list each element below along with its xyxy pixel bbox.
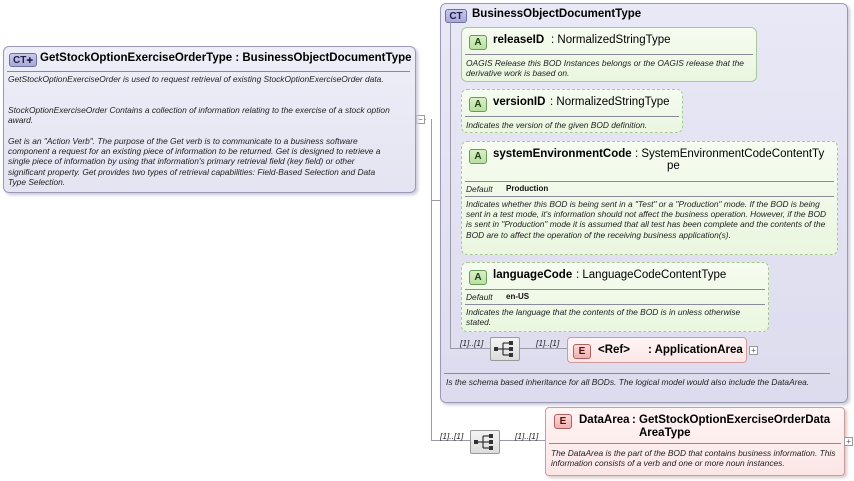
main-complex-type <box>3 46 416 193</box>
attribute-versionID <box>461 89 683 133</box>
attribute-releaseID <box>461 27 757 82</box>
collapse-icon[interactable]: − <box>416 115 425 124</box>
attribute-type: : NormalizedStringType <box>551 34 671 46</box>
attribute-type: : NormalizedStringType <box>550 96 670 108</box>
default-label: Default <box>466 292 493 302</box>
attribute-icon: A <box>469 97 487 112</box>
expand-icon[interactable]: + <box>749 346 758 355</box>
attribute-icon: A <box>469 270 487 285</box>
connector-trunk <box>431 119 432 440</box>
attribute-doc: Indicates the version of the given BOD definition. <box>466 120 648 130</box>
attribute-type: : LanguageCodeContentType <box>576 269 727 281</box>
attribute-name: systemEnvironmentCode <box>493 148 632 160</box>
base-complex-type <box>440 3 848 403</box>
default-value: Production <box>506 184 549 193</box>
attribute-systemEnvironmentCode <box>461 141 838 255</box>
main-type-title: GetStockOptionExerciseOrderType : BusinessObjectDocumentType <box>40 52 412 64</box>
attribute-icon: A <box>469 149 487 164</box>
element-type-line2: AreaType <box>639 427 691 439</box>
complex-type-icon: CT <box>445 9 467 23</box>
element-data-area[interactable] <box>545 407 845 476</box>
attribute-languageCode <box>461 262 769 332</box>
multiplicity: [1]..[1] <box>515 431 539 441</box>
connector-to-base <box>431 200 440 201</box>
element-type-line1: : GetStockOptionExerciseOrderData <box>632 414 831 426</box>
attribute-icon: A <box>469 35 487 50</box>
element-type: : ApplicationArea <box>648 344 743 356</box>
element-doc: The DataArea is the part of the BOD that contains business information. This information consists of a verb and one or more noun instances. <box>551 448 836 469</box>
attribute-name: versionID <box>493 96 546 108</box>
attribute-type-line1: : SystemEnvironmentCodeContentTy <box>635 148 825 160</box>
attribute-doc: OAGIS Release this BOD Instances belongs or the OAGIS release that the derivative work is based on. <box>466 58 744 79</box>
main-type-doc-2: StockOptionExerciseOrder Contains a collection of information relating to the exercise of a stock option award. <box>8 105 390 126</box>
element-application-area[interactable] <box>567 337 747 363</box>
element-name: DataArea <box>579 414 630 426</box>
element-icon: E <box>573 344 591 359</box>
element-icon: E <box>554 414 572 429</box>
expand-icon[interactable]: + <box>844 437 853 446</box>
main-type-doc-3: Get is an "Action Verb". The purpose of the Get verb is to communicate to a business software component a request for an existing piece of information to be returned. Get is designed to retrieve a single piece of information by using that information's primary retrieval field (key field) or other significant property. Get provides two types of retrieval capabilities: Field-Based Selection and Data Type Selection. <box>8 136 381 187</box>
sequence-icon[interactable] <box>470 430 500 454</box>
multiplicity: [1]..[1] <box>536 338 560 348</box>
attribute-doc: Indicates the language that the contents of the BOD is in unless otherwise stated. <box>466 307 741 328</box>
complex-type-icon: CT✚ <box>9 53 37 67</box>
element-ref: <Ref> <box>598 344 630 356</box>
base-type-doc: Is the schema based inheritance for all BODs. The logical model would also include the DataArea. <box>446 377 810 387</box>
multiplicity: [1]..[1] <box>440 431 464 441</box>
attribute-name: releaseID <box>493 34 545 46</box>
base-type-title: BusinessObjectDocumentType <box>472 8 642 20</box>
multiplicity: [1]..[1] <box>460 338 484 348</box>
attribute-type-line2: pe <box>667 160 680 172</box>
main-type-doc-1: GetStockOptionExerciseOrder is used to request retrieval of existing StockOptionExerciseOrder data. <box>8 74 384 84</box>
default-value: en-US <box>506 292 530 301</box>
attribute-doc: Indicates whether this BOD is being sent in a "Test" or a "Production" mode. If the BOD is being sent in a test mode, it's information should not affect the business operation. However, if the BOD is sent in "Production" mode it is assumed that all test has been complete and the contents of the BOD are to affect the operation of the receiving business application(s). <box>466 199 827 240</box>
attribute-name: languageCode <box>493 269 573 281</box>
default-label: Default <box>466 184 493 194</box>
sequence-icon[interactable] <box>490 337 520 361</box>
